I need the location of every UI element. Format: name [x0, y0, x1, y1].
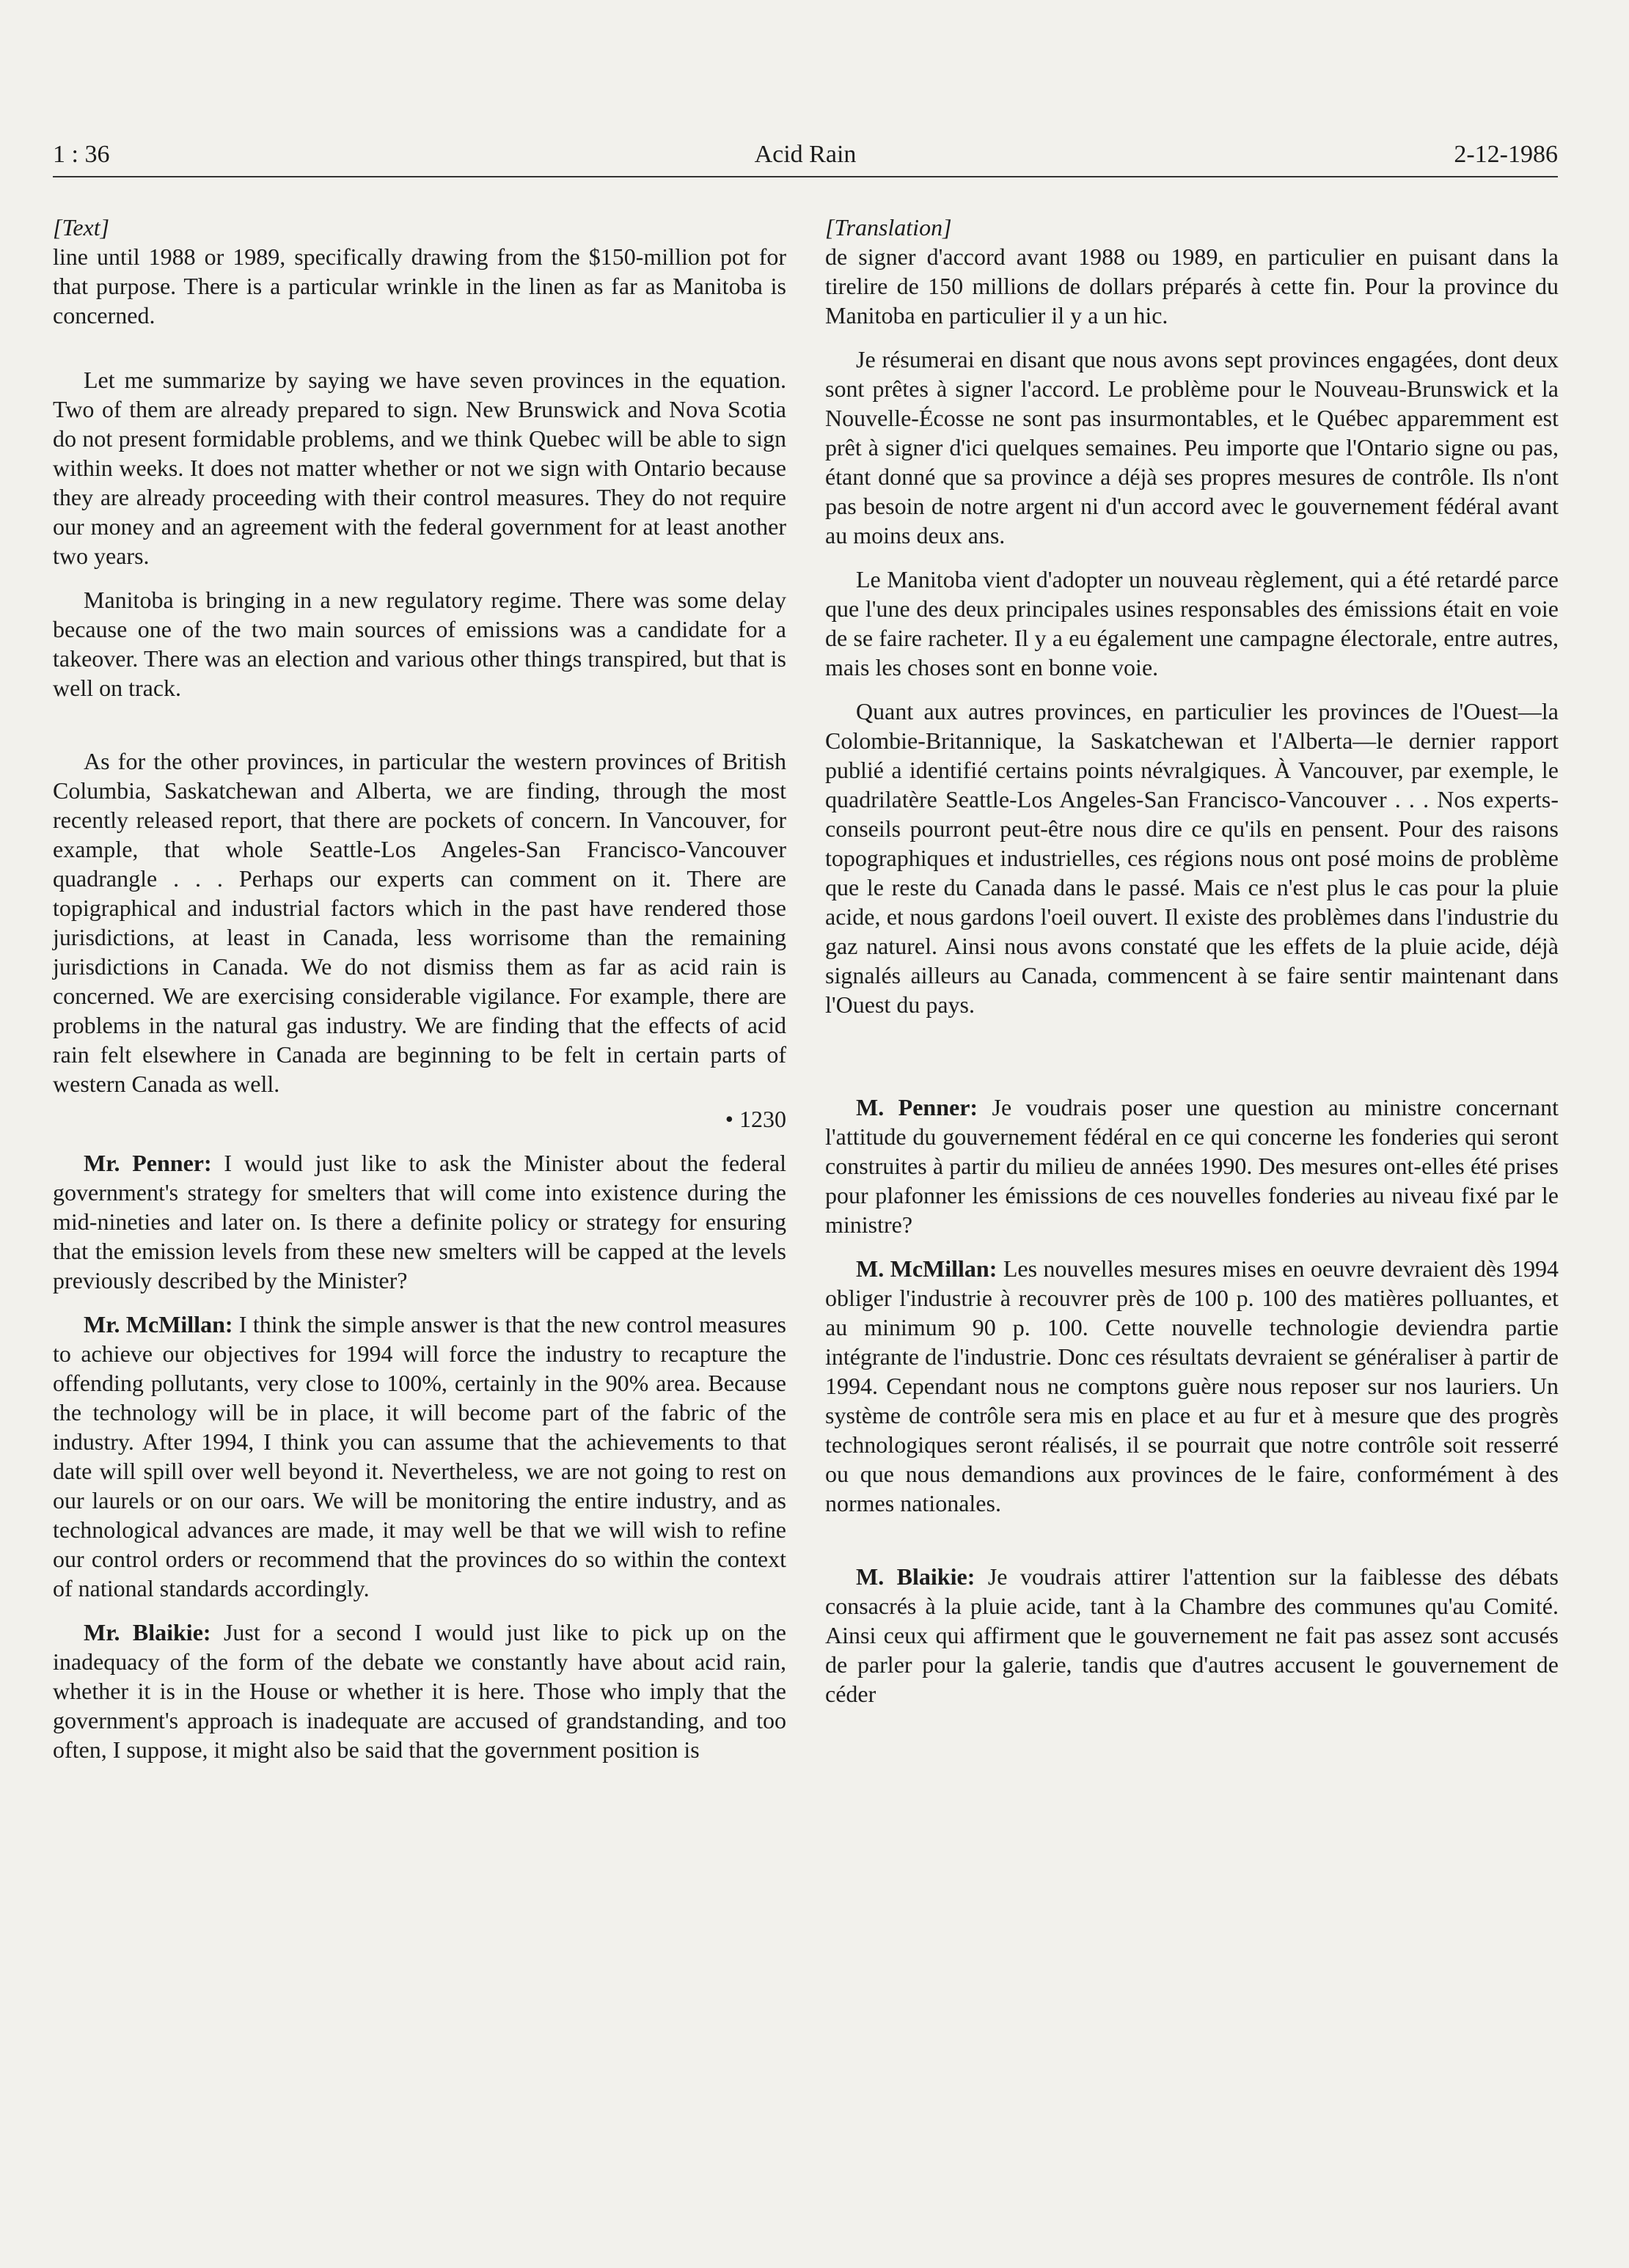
- running-title: Acid Rain: [754, 141, 857, 168]
- speech-text: Je voudrais attirer l'attention sur la faiblesse des débats consacrés à la pluie acide, tant à la Chambre des communes qu'au Comité. Ainsi ceux qui affirment que le gouvernement ne fait pas assez sont accusés de parler pour la galerie, tandis que d'autres accusent le gouvernement de céder: [825, 1563, 1559, 1707]
- page-header: [53, 141, 1558, 176]
- paragraph-continuation: line until 1988 or 1989, specifically drawing from the $150-million pot for that purpose. There is a particular wrinkle in the linen as far as Manitoba is concerned.: [53, 243, 786, 329]
- english-column: [53, 213, 786, 1779]
- speaker-name: M. Blaikie:: [856, 1563, 975, 1590]
- text-label: [53, 213, 786, 242]
- speech-mcmillan: [53, 1310, 786, 1603]
- speech-text: Les nouvelles mesures mises en oeuvre devraient dès 1994 obliger l'industrie à recouvrer près de 100 p. 100 des matières polluantes, et au minimum 90 p. 100. Cette nouvelle technologie deviendra partie intégrante de l'industrie. Donc ces résultats devraient se généraliser à partir de 1994. Cependant nous ne comptons guère nous reposer sur nos lauriers. Un système de contrôle sera mis en place et au fur et à mesure que des progrès technologiques seront réalisés, il se pourrait que notre contrôle soit resserré ou que nous demandions aux provinces de le faire, conformément à des normes nationales.: [825, 1255, 1559, 1516]
- sitting-date: 2-12-1986: [1454, 141, 1558, 168]
- time-marker: • 1230: [725, 1106, 786, 1132]
- speech-mcmillan: [825, 1254, 1559, 1518]
- text-label-close-bracket: ]: [100, 214, 110, 241]
- header-rule: [53, 176, 1558, 177]
- paragraph-summary: Je résumerai en disant que nous avons sept provinces engagées, dont deux sont prêtes à signer l'accord. Le problème pour le Nouveau-Brunswick et la Nouvelle-Écosse ne sont pas insurmontables, et le Québec apparemment est prêt à signer d'ici quelques semaines. Peu importe que l'Ontario signe ou pas, étant donné que sa province a déjà ses propres mesures de contrôle. Ils n'ont pas besoin de notre argent ni d'un accord avec le gouvernement fédéral avant au moins deux ans.: [825, 346, 1559, 548]
- translation-label: [825, 213, 1559, 242]
- speech-text: Just for a second I would just like to pick up on the inadequacy of the form of the debate we constantly have about acid rain, whether it is in the House or whether it is here. Those who imply that the government's approach is inadequate are accused of grandstanding, and too often, I suppose, it might also be said that the government position is: [53, 1619, 787, 1763]
- speech-text: I think the simple answer is that the new control measures to achieve our objectives for 1994 will force the industry to recapture the offending pollutants, very close to 100%, certainly in the 90% area. Because the technology will be in place, it will become part of the fabric of the industry. After 1994, I think you can assume that the achievements to that date will spill over well beyond it. Nevertheless, we are not going to rest on our laurels or on our oars. We will be monitoring the entire industry, and as technological advances are made, it may well be that we will wish to refine our control orders or recommend that the provinces do so within the context of national standards accordingly.: [53, 1311, 787, 1601]
- speech-blaikie: [53, 1618, 786, 1764]
- speaker-name: Mr. Blaikie:: [84, 1619, 211, 1645]
- speech-text: I would just like to ask the Minister about the federal government's strategy for smelters that will come into existence during the mid-nineties and later on. Is there a definite policy or strategy for ensuring that the emission levels from these new smelters will be capped at the levels previously described by the Minister?: [53, 1150, 787, 1293]
- speaker-name: Mr. McMillan:: [84, 1311, 233, 1337]
- paragraph-western-provinces: Quant aux autres provinces, en particulier les provinces de l'Ouest—la Colombie-Britannique, la Saskatchewan et l'Alberta—le dernier rapport publié a identifié certains points névralgiques. À Vancouver, par exemple, le quadrilatère Seattle-Los Angeles-San Francisco-Vancouver . . . Nos experts-conseils pourront peut-être nous dire ce qu'ils en pensent. Pour des raisons topographiques et industrielles, ces régions nous ont posé moins de problème que le reste du Canada dans le passé. Mais ce n'est plus le cas pour la pluie acide, et nous gardons l'oeil ouvert. Il existe des problèmes dans l'industrie du gaz naturel. Ainsi nous avons constaté que les effets de la pluie acide, déjà signalés ailleurs au Canada, commencent à se faire sentir maintenant dans l'Ouest du pays.: [825, 698, 1559, 1018]
- translation-label-open-bracket: [: [825, 214, 835, 241]
- text-label-open-bracket: [: [53, 214, 62, 241]
- translation-label-word: Translation: [834, 214, 943, 241]
- speech-penner: [53, 1148, 786, 1295]
- french-column: [825, 213, 1559, 1723]
- paragraph-manitoba: Le Manitoba vient d'adopter un nouveau règlement, qui a été retardé parce que l'une des deux principales usines responsables des émissions était en voie de se faire racheter. Il y a eu également une campagne électorale, entre autres, mais les choses sont en bonne voie.: [825, 566, 1559, 680]
- speaker-name: M. McMillan:: [856, 1255, 997, 1282]
- speech-text: Je voudrais poser une question au ministre concernant l'attitude du gouvernement fédéral en ce qui concerne les fonderies qui seront construites à partir du milieu de années 1990. Des mesures ont-elles été prises pour plafonner les émissions de ces nouvelles fonderies au niveau fixé par le ministre?: [825, 1094, 1559, 1238]
- paragraph-western-provinces: As for the other provinces, in particular the western provinces of British Columbia, Saskatchewan and Alberta, we are finding, through the most recently released report, that there are pockets of concern. In Vancouver, for example, that whole Seattle-Los Angeles-San Francisco-Vancouver quadrangle . . . Perhaps our experts can comment on it. There are topigraphical and industrial factors which in the past have rendered those jurisdictions, at least in Canada, less worrisome than the remaining jurisdictions in Canada. We do not dismiss them as far as acid rain is concerned. We are exercising considerable vigilance. For example, there are problems in the natural gas industry. We are finding that the effects of acid rain felt elsewhere in Canada are beginning to be felt in certain parts of western Canada as well.: [53, 748, 786, 1097]
- text-label-word: Text: [62, 214, 100, 241]
- page-number: 1 : 36: [53, 141, 110, 168]
- paragraph-manitoba: Manitoba is bringing in a new regulatory regime. There was some delay because one of the two main sources of emissions was a candidate for a takeover. There was an election and various other things transpired, but that is well on track.: [53, 587, 786, 701]
- speaker-name: Mr. Penner:: [84, 1150, 212, 1176]
- paragraph-continuation: de signer d'accord avant 1988 ou 1989, en particulier en puisant dans la tirelire de 150 millions de dollars préparés à cette fin. Pour la province du Manitoba en particulier il y a un hic.: [825, 243, 1559, 329]
- speech-blaikie: [825, 1562, 1559, 1709]
- translation-label-close-bracket: ]: [942, 214, 952, 241]
- speaker-name: M. Penner:: [856, 1094, 978, 1120]
- paragraph-summary: Let me summarize by saying we have seven provinces in the equation. Two of them are already prepared to sign. New Brunswick and Nova Scotia do not present formidable problems, and we think Quebec will be able to sign within weeks. It does not matter whether or not we sign with Ontario because they are already proceeding with their control measures. They do not require our money and an agreement with the federal government for at least another two years.: [53, 367, 786, 569]
- speech-penner: [825, 1093, 1559, 1239]
